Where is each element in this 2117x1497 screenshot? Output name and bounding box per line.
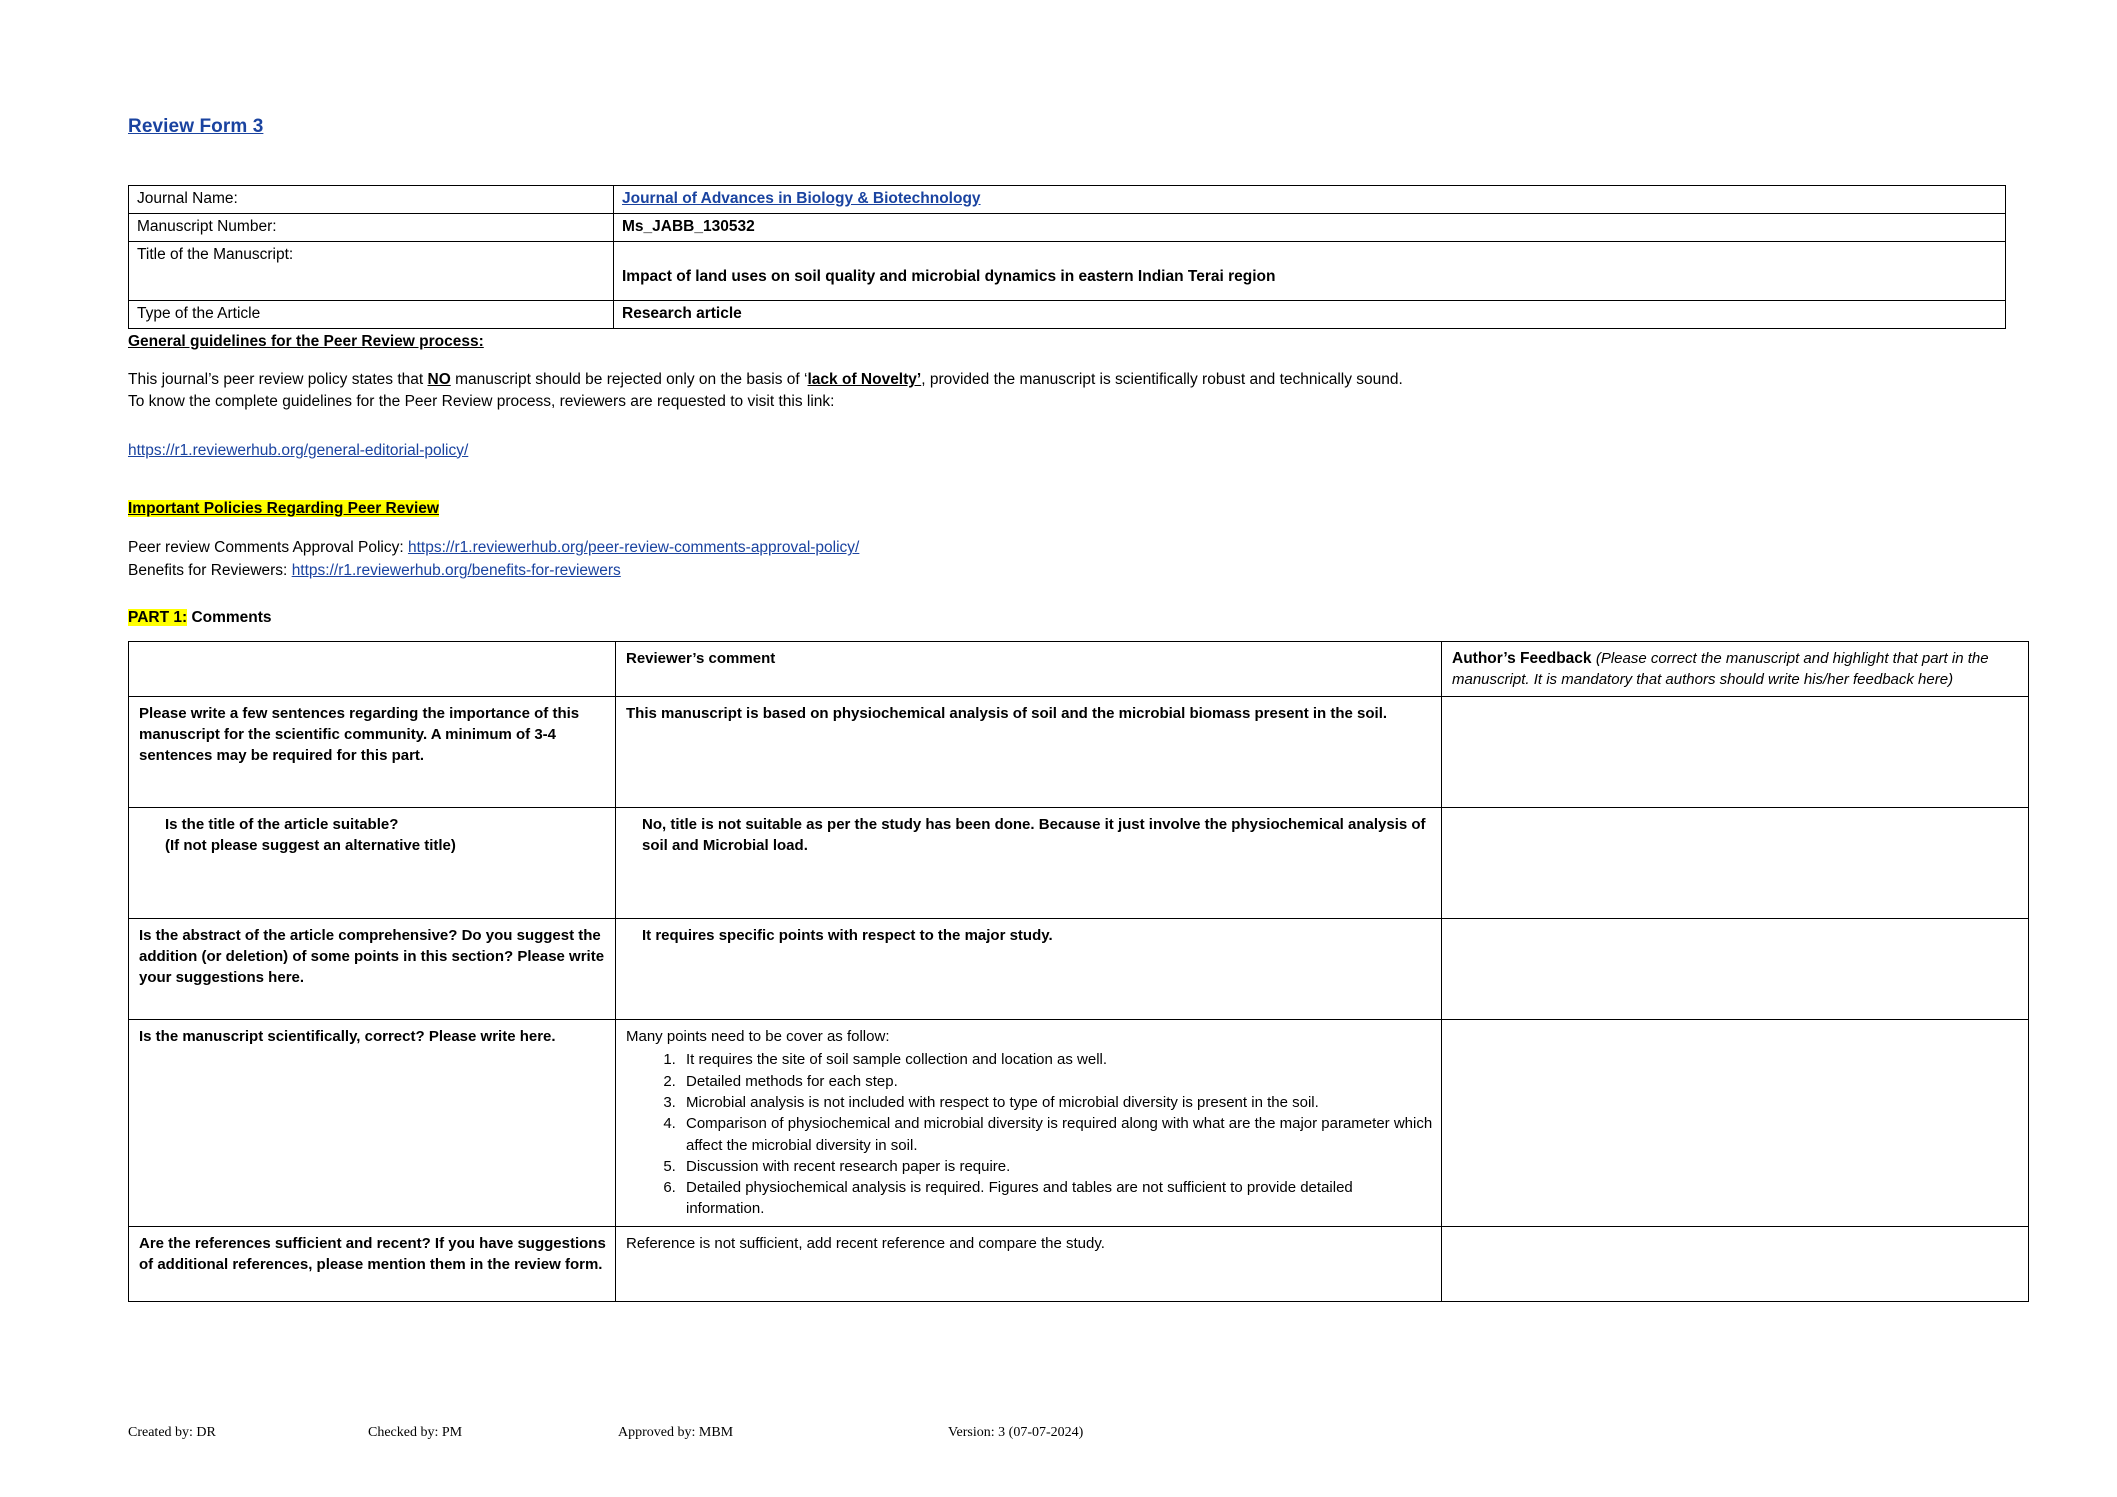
question-scientific-correct: Is the manuscript scientifically, correct? Please write here. xyxy=(129,1020,616,1226)
meta-value-title xyxy=(614,241,2006,300)
guidelines-text-no: NO xyxy=(427,370,451,388)
general-editorial-policy-link[interactable]: https://r1.reviewerhub.org/general-editorial-policy/ xyxy=(128,441,469,459)
table-row xyxy=(129,1020,2029,1226)
list-item: 2. Detailed methods for each step. xyxy=(680,1071,1433,1092)
list-item: 6. Detailed physiochemical analysis is required. Figures and tables are not sufficient to provide detailed information. xyxy=(680,1177,1433,1220)
header-blank-cell xyxy=(129,641,616,697)
review-comments-table xyxy=(128,641,2029,1302)
list-item: 1. It requires the site of soil sample collection and location as well. xyxy=(680,1049,1433,1070)
table-row xyxy=(129,241,2006,300)
answer-abstract: It requires specific points with respect to the major study. xyxy=(616,919,1442,1020)
guidelines-text-novelty: lack of Novelty’ xyxy=(807,370,922,388)
list-item: 4. Comparison of physiochemical and microbial diversity is required along with what are the major parameter which affect the microbial diversity in soil. xyxy=(680,1113,1433,1156)
table-header-row xyxy=(129,641,2029,697)
meta-value-journal xyxy=(614,186,2006,214)
guidelines-link-intro: To know the complete guidelines for the Peer Review process, reviewers are requested to visit this link: xyxy=(128,393,835,411)
policies-heading: Important Policies Regarding Peer Review xyxy=(128,500,439,518)
question-importance: Please write a few sentences regarding the importance of this manuscript for the scientific community. A minimum of 3-4 sentences may be required for this part. xyxy=(129,697,616,808)
header-author-feedback-italic: (Please correct the manuscript and highlight that part in the manuscript. It is mandatory that authors should write his/her feedback here) xyxy=(1452,649,1989,689)
feedback-abstract[interactable] xyxy=(1442,919,2029,1020)
guidelines-text-b: manuscript should be rejected only on the basis of ‘ xyxy=(450,370,808,388)
feedback-scientific-correct[interactable] xyxy=(1442,1020,2029,1226)
answer-scientific-intro: Many points need to be cover as follow: xyxy=(626,1028,890,1046)
answer-importance: This manuscript is based on physiochemical analysis of soil and the microbial biomass present in the soil. xyxy=(616,697,1442,808)
policy-links-block xyxy=(128,536,1999,583)
question-title-suitable xyxy=(129,808,616,919)
list-item: 3. Microbial analysis is not included with respect to type of microbial diversity is present in the soil. xyxy=(680,1092,1433,1113)
manuscript-meta-table xyxy=(128,185,2006,329)
meta-value-article-type: Research article xyxy=(614,300,2006,328)
table-row xyxy=(129,808,2029,919)
table-row xyxy=(129,213,2006,241)
general-guidelines-heading: General guidelines for the Peer Review process: xyxy=(128,332,484,350)
header-reviewer-comment: Reviewer’s comment xyxy=(616,641,1442,697)
meta-label-title: Title of the Manuscript: xyxy=(129,241,614,300)
guidelines-text-a: This journal’s peer review policy states that xyxy=(128,370,428,388)
page-footer xyxy=(128,1425,2008,1441)
part-1-tag: PART 1: xyxy=(128,608,188,626)
benefits-link[interactable]: https://r1.reviewerhub.org/benefits-for-reviewers xyxy=(291,562,621,580)
part-1-heading xyxy=(128,609,1999,627)
footer-created-by: Created by: DR xyxy=(128,1425,216,1440)
policies-section xyxy=(128,500,1999,583)
approval-policy-line xyxy=(128,536,1999,559)
feedback-importance[interactable] xyxy=(1442,697,2029,808)
part-1-label: Comments xyxy=(187,608,272,626)
table-row xyxy=(129,1226,2029,1301)
answer-references: Reference is not sufficient, add recent reference and compare the study. xyxy=(616,1226,1442,1301)
guidelines-link-wrap xyxy=(128,440,1999,462)
guidelines-text-c: , provided the manuscript is scientifically robust and technically sound. xyxy=(921,370,1403,388)
footer-approved-by: Approved by: MBM xyxy=(618,1425,734,1440)
header-author-feedback xyxy=(1442,641,2029,697)
header-author-feedback-bold: Author’s Feedback xyxy=(1452,649,1596,667)
footer-version: Version: 3 (07-07-2024) xyxy=(948,1425,1084,1440)
manuscript-title-text: Impact of land uses on soil quality and microbial dynamics in eastern Indian Terai region xyxy=(622,267,1276,285)
page-title: Review Form 3 xyxy=(128,116,264,137)
feedback-title-suitable[interactable] xyxy=(1442,808,2029,919)
table-row xyxy=(129,919,2029,1020)
meta-label-article-type: Type of the Article xyxy=(129,300,614,328)
meta-label-manuscript-number: Manuscript Number: xyxy=(129,213,614,241)
list-item: 5. Discussion with recent research paper is require. xyxy=(680,1156,1433,1177)
table-row xyxy=(129,697,2029,808)
answer-title-suitable: No, title is not suitable as per the study has been done. Because it just involve the physiochemical analysis of soil and Microbial load. xyxy=(616,808,1442,919)
table-row xyxy=(129,300,2006,328)
benefits-line xyxy=(128,559,1999,582)
guidelines-paragraph xyxy=(128,369,1999,391)
footer-checked-by: Checked by: PM xyxy=(368,1425,463,1440)
answer-scientific-points xyxy=(626,1049,1433,1219)
approval-policy-link[interactable]: https://r1.reviewerhub.org/peer-review-comments-approval-policy/ xyxy=(407,539,860,557)
question-title-suitable-main: Is the title of the article suitable? xyxy=(165,816,399,834)
feedback-references[interactable] xyxy=(1442,1226,2029,1301)
meta-label-journal: Journal Name: xyxy=(129,186,614,214)
question-abstract: Is the abstract of the article comprehensive? Do you suggest the addition (or deletion) of some points in this section? Please write your suggestions here. xyxy=(129,919,616,1020)
question-title-suitable-sub: (If not please suggest an alternative title) xyxy=(165,837,456,855)
journal-name-link[interactable]: Journal of Advances in Biology & Biotechnology xyxy=(622,190,981,207)
answer-scientific-correct xyxy=(616,1020,1442,1226)
approval-policy-label: Peer review Comments Approval Policy: xyxy=(128,539,408,557)
meta-value-manuscript-number: Ms_JABB_130532 xyxy=(614,213,2006,241)
table-row xyxy=(129,186,2006,214)
question-references: Are the references sufficient and recent? If you have suggestions of additional references, please mention them in the review form. xyxy=(129,1226,616,1301)
benefits-label: Benefits for Reviewers: xyxy=(128,562,292,580)
